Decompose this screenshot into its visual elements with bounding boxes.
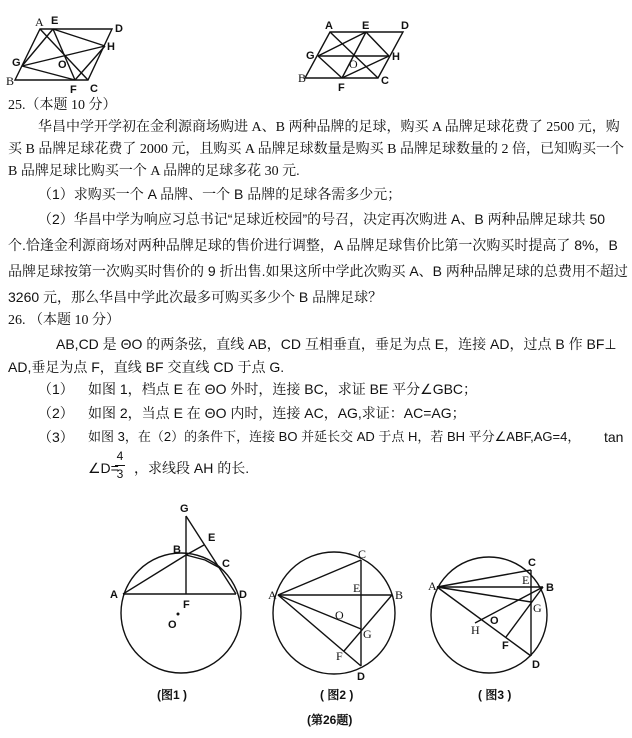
label-e: E <box>51 15 59 27</box>
label-d: D <box>115 23 123 35</box>
figure-1 <box>110 503 247 673</box>
label-g: G <box>533 601 542 615</box>
figure-1-caption: (图1 ) <box>157 688 188 702</box>
parallelogram-figure-right <box>298 20 409 94</box>
label-e: E <box>522 573 530 587</box>
q26-line: AB,CD 是 ΘO 的两条弦，直线 AB，CD 互相垂直，垂足为点 E，连接 AD，过点 B 作 BF⊥ <box>56 336 617 352</box>
label-d: D <box>357 671 365 683</box>
q26-part3-question: ，求线段 AH 的长. <box>134 460 250 476</box>
q25-part1: （1）求购买一个 A 品牌、一个 B 品牌的足球各需多少元； <box>38 186 402 202</box>
label-c: C <box>528 557 536 569</box>
q25-line: 华昌中学开学初在金利源商场购进 A、B 两种品牌的足球，购买 A 品牌足球花费了 2500 元，购 <box>38 120 620 135</box>
q26-part2-text: 如图 2，当点 E 在 ΘO 内时，连接 AC，AG,求证：AC=AG； <box>88 405 466 421</box>
label-o: O <box>58 59 67 71</box>
q25-heading: 25.（本题 10 分） <box>8 98 117 113</box>
label-a: A <box>325 20 333 32</box>
label-a: A <box>35 15 44 29</box>
label-e: E <box>362 20 370 32</box>
label-g: G <box>306 50 315 62</box>
parallelogram-figure-left <box>6 15 123 96</box>
q25-part2-line: 品牌足球按第一次购买时售价的 9 折出售.如果这所中学此次购买 A、B 两种品牌足球的总费用不超过 <box>8 263 628 279</box>
q26-heading: 26. （本题 10 分） <box>8 313 120 328</box>
label-a: A <box>428 579 437 593</box>
figure-2-caption: ( 图2 ) <box>320 688 354 702</box>
q26-part1-number: （1） <box>38 381 74 397</box>
label-d: D <box>401 20 409 32</box>
label-f: F <box>183 599 190 611</box>
figure-2 <box>268 547 403 683</box>
label-c: C <box>222 558 230 570</box>
q25-line: 买 B 品牌足球花费了 2000 元，且购买 A 品牌足球数量是购买 B 品牌足球数量的 2 倍，已知购买一个 <box>8 142 625 157</box>
label-o: O <box>490 615 499 627</box>
label-a: A <box>268 588 277 602</box>
q26-part3-number: （3） <box>38 429 74 445</box>
q25-part2-line: （2）华昌中学为响应习总书记“足球近校园”的号召，决定再次购进 A、B 两种品牌足球共 50 <box>38 211 606 227</box>
label-o: O <box>335 608 344 622</box>
label-f: F <box>336 649 343 663</box>
label-b: B <box>6 74 15 88</box>
label-d: D <box>239 589 247 601</box>
q25-part2-line: 个.恰逢金利源商场对两种品牌足球的售价进行调整，A 品牌足球售价比第一次购买时提高了 8%，B <box>8 237 618 253</box>
figure-3-caption: ( 图3 ) <box>478 688 512 702</box>
q26-line: AD,垂足为点 F，直线 BF 交直线 CD 于点 G. <box>8 359 285 375</box>
label-e: E <box>353 581 361 595</box>
label-c: C <box>90 83 98 95</box>
q26-part2-number: （2） <box>38 405 74 421</box>
label-b: B <box>395 588 404 602</box>
fraction-numerator: 4 <box>116 449 124 463</box>
fraction-denominator: 3 <box>116 467 124 481</box>
label-g: G <box>180 503 189 515</box>
q25-part2-line: 3260 元，那么华昌中学此次最多可购买多少个 B 品牌足球？ <box>8 289 383 305</box>
label-d: D <box>532 659 540 671</box>
label-c: C <box>381 75 389 87</box>
q26-part3-angle: ∠D= <box>88 460 119 476</box>
q26-part1-text: 如图 1，档点 E 在 ΘO 外时，连接 BC，求证 BE 平分∠GBC； <box>88 381 478 397</box>
label-b: B <box>546 582 554 594</box>
label-h: H <box>392 51 400 63</box>
label-o: O <box>168 619 177 631</box>
label-f: F <box>70 84 77 96</box>
label-f: F <box>338 82 345 94</box>
label-g: G <box>12 57 21 69</box>
label-a: A <box>110 589 118 601</box>
label-h: H <box>471 623 480 637</box>
figure-3 <box>428 557 554 673</box>
label-f: F <box>502 640 509 652</box>
label-g: G <box>363 627 372 641</box>
label-o: O <box>349 57 358 71</box>
label-b: B <box>173 544 181 556</box>
q25-line: B 品牌足球比购买一个 A 品牌的足球多花 30 元. <box>8 164 300 179</box>
q26-part3-tan: tan <box>604 429 624 445</box>
label-c: C <box>358 547 367 561</box>
label-b: B <box>298 71 307 85</box>
label-e: E <box>208 532 216 544</box>
figure-group-caption: (第26题) <box>307 713 353 727</box>
q26-part3-text: 如图 3，在（2）的条件下，连接 BO 并延长交 AD 于点 H，若 BH 平分∠ABF,AG=4， <box>88 429 581 444</box>
label-h: H <box>107 41 115 53</box>
fraction-bar <box>115 465 125 466</box>
